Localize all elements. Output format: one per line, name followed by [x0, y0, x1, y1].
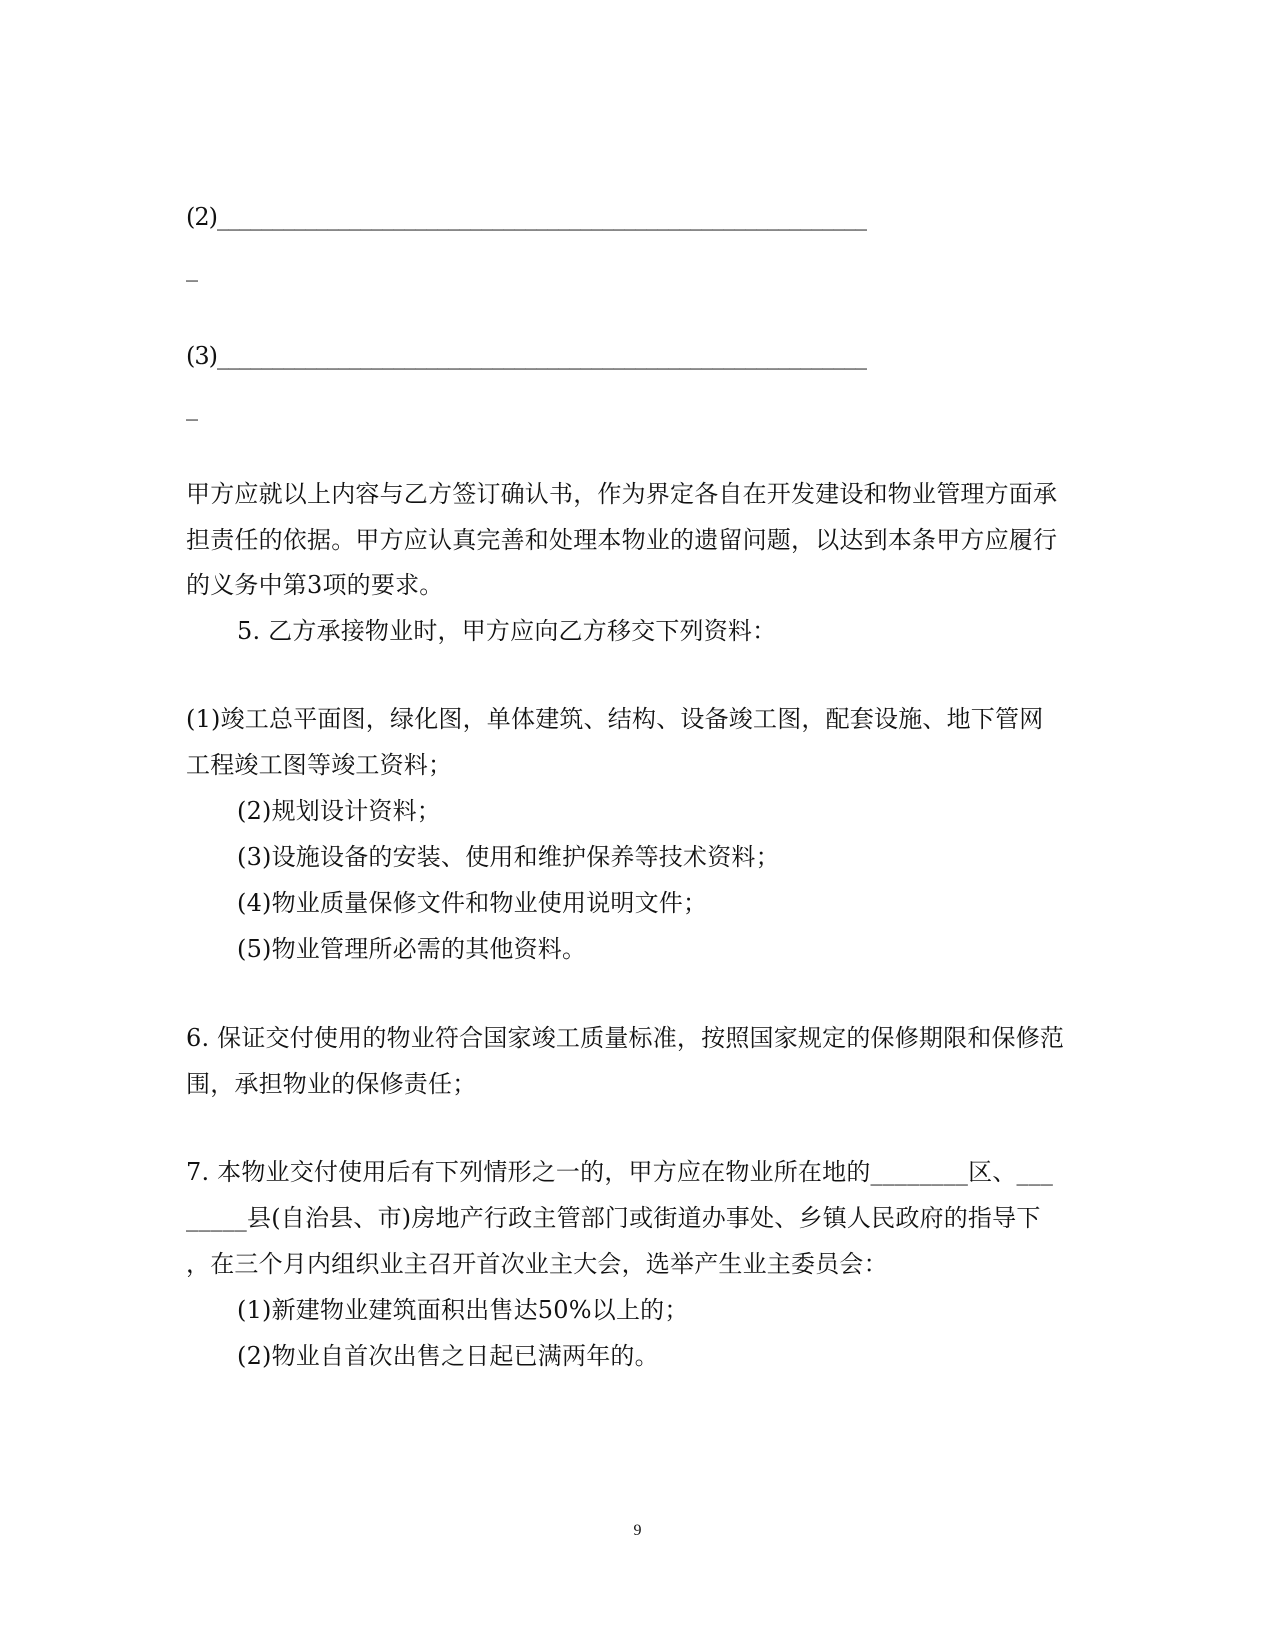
- clause-5-heading: 5. 乙方承接物业时，甲方应向乙方移交下列资料：: [237, 617, 777, 645]
- clause-7-item-1: (1)新建物业建筑面积出售达50%以上的；: [237, 1296, 689, 1324]
- clause-7-item-2: (2)物业自首次出售之日起已满两年的。: [237, 1342, 659, 1370]
- paragraph-confirmation-line-2: 担责任的依据。甲方应认真完善和处理本物业的遗留问题，以达到本条甲方应履行: [186, 526, 1058, 554]
- clause-5-item-4: (4)物业质量保修文件和物业使用说明文件；: [237, 889, 708, 917]
- blank-item-2: (2)___________________________________________________________: [186, 203, 866, 231]
- paragraph-confirmation-line-3: 的义务中第3项的要求。: [186, 571, 444, 599]
- clause-5-item-5: (5)物业管理所必需的其他资料。: [237, 935, 587, 963]
- blank-item-3-continuation: _: [186, 393, 197, 421]
- clause-5-item-1-line-2: 工程竣工图等竣工资料；: [186, 751, 453, 779]
- clause-5-item-1-line-1: (1)竣工总平面图，绿化图，单体建筑、结构、设备竣工图，配套设施、地下管网: [186, 705, 1044, 733]
- clause-7-line-3: ，在三个月内组织业主召开首次业主大会，选举产生业主委员会：: [186, 1250, 888, 1278]
- page-number: 9: [633, 1522, 642, 1539]
- clause-5-item-3: (3)设施设备的安装、使用和维护保养等技术资料；: [237, 843, 780, 871]
- clause-6-line-1: 6. 保证交付使用的物业符合国家竣工质量标准，按照国家规定的保修期限和保修范: [186, 1024, 1065, 1052]
- clause-6-line-2: 围，承担物业的保修责任；: [186, 1070, 477, 1098]
- clause-7-line-2: _____县(自治县、市)房地产行政主管部门或街道办事处、乡镇人民政府的指导下: [186, 1204, 1041, 1232]
- paragraph-confirmation-line-1: 甲方应就以上内容与乙方签订确认书，作为界定各自在开发建设和物业管理方面承: [186, 480, 1058, 508]
- blank-item-3: (3)___________________________________________________________: [186, 342, 866, 370]
- clause-7-line-1: 7. 本物业交付使用后有下列情形之一的，甲方应在物业所在地的________区、___: [186, 1158, 1054, 1186]
- blank-item-2-continuation: _: [186, 254, 197, 282]
- clause-5-item-2: (2)规划设计资料；: [237, 797, 441, 825]
